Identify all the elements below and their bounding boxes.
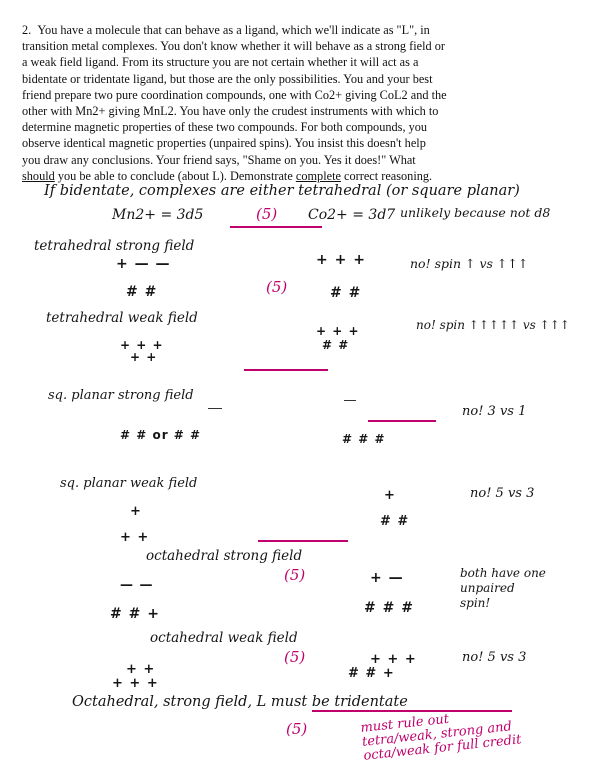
section-title-sqp-strong: sq. planar strong field <box>48 388 194 403</box>
mn-upper-oct-strong: — — <box>120 578 154 593</box>
mn-lower-tetra-weak: + + <box>130 350 158 364</box>
problem-line-3: a weak field ligand. From its structure you are not certain whether it will act as a <box>22 55 419 70</box>
problem-line-5: friend prepare two pure coordination compounds, one with Co2+ giving CoL2 and the <box>22 87 447 102</box>
problem-line-1: 2. You have a molecule that can behave as a ligand, which we'll indicate as "L", in <box>22 23 430 37</box>
verdict-tetra-weak: no! spin ↑↑↑↑↑ vs ↑↑↑ <box>416 318 570 332</box>
verdict-oct-strong: both have one unpaired spin! <box>460 566 546 610</box>
section-title-sqp-weak: sq. planar weak field <box>60 476 198 491</box>
problem-line-8: observe identical magnetic properties (unpaired spins). You insist this doesn't help <box>22 136 426 151</box>
mn-upper-sqp-weak: + <box>130 504 142 519</box>
verdict-sqp-weak: no! 5 vs 3 <box>470 486 535 501</box>
mn-lower-tetra-strong: # # <box>126 284 158 300</box>
score-2: (5) <box>266 278 288 296</box>
mn-upper-tetra-weak: + + + <box>120 338 164 352</box>
co-lower-tetra-weak: # # <box>322 338 350 352</box>
co-lower-sqp-strong: # # # <box>342 432 386 446</box>
section-title-tetra-weak: tetrahedral weak field <box>46 310 198 326</box>
verdict-sqp-strong: no! 3 vs 1 <box>462 404 527 419</box>
section-title-oct-weak: octahedral weak field <box>150 630 298 646</box>
problem-line-2: transition metal complexes. You don't know whether it will behave as a strong field or <box>22 39 445 54</box>
mn-lower-sqp-weak: + + <box>120 530 150 545</box>
problem-text <box>22 22 582 184</box>
co-upper-tetra-strong: + + + <box>316 252 366 268</box>
mn-upper-sqp-strong <box>208 408 222 409</box>
score-3: (5) <box>284 566 306 584</box>
score-underline-1 <box>230 226 322 228</box>
section-title-tetra-strong: tetrahedral strong field <box>34 238 195 254</box>
mn-config: Mn2+ = 3d5 <box>112 207 204 223</box>
co-lower-oct-weak: # # + <box>348 666 395 681</box>
co-lower-oct-strong: # # # <box>364 600 414 616</box>
grader-note: must rule out tetra/weak, strong and octa/weak for full credit <box>359 711 523 764</box>
co-upper-sqp-weak: + <box>384 488 396 503</box>
score-1: (5) <box>256 205 278 223</box>
co-lower-sqp-weak: # # <box>380 514 410 529</box>
problem-line-6: other with Mn2+ giving MnL2. You have only the crudest instruments with which to <box>22 104 439 119</box>
verdict-tetra-strong: no! spin ↑ vs ↑↑↑ <box>410 256 529 271</box>
problem-line-7: determine magnetic properties of these two compounds. For both compounds, you <box>22 120 428 135</box>
mn-lower-oct-strong: # # + <box>110 606 160 622</box>
mark-underline-2 <box>244 369 328 371</box>
co-upper-sqp-strong <box>344 400 356 401</box>
should-word: should <box>22 168 55 183</box>
mn-upper-tetra-strong: + — — <box>116 256 171 272</box>
score-4: (5) <box>284 648 306 666</box>
co-config: Co2+ = 3d7 <box>308 207 396 223</box>
co-upper-tetra-weak: + + + <box>316 324 360 338</box>
problem-line-10: should you be able to conclude (about L). Demonstrate complete correct reasoning. <box>22 168 433 183</box>
score-5: (5) <box>286 720 308 738</box>
mn-lower-oct-weak: + + + <box>112 676 159 691</box>
conclusion: Octahedral, strong field, L must be tridentate <box>72 694 408 710</box>
problem-line-9: you draw any conclusions. Your friend says, "Shame on you. Yes it does!" What <box>22 152 416 167</box>
unlikely-note: unlikely because not d8 <box>400 205 551 220</box>
mn-upper-oct-weak: + + <box>126 662 156 677</box>
co-upper-oct-strong: + — <box>370 570 404 586</box>
complete-word: complete <box>295 168 341 183</box>
co-lower-tetra-strong: # # <box>330 285 362 301</box>
mark-underline-3 <box>368 420 436 422</box>
mn-lower-sqp-strong: # # or # # <box>120 428 202 442</box>
problem-line-4: bidentate or tridentate ligand, but those are the only possibilities. You and your best <box>22 71 433 86</box>
mark-underline-5 <box>258 540 348 542</box>
section-title-oct-strong: octahedral strong field <box>146 548 303 564</box>
co-upper-oct-weak: + + + <box>370 652 417 667</box>
intro-line: If bidentate, complexes are either tetrahedral (or square planar) <box>44 183 520 199</box>
verdict-oct-weak: no! 5 vs 3 <box>462 650 527 665</box>
problem-number: 2. <box>22 23 32 37</box>
